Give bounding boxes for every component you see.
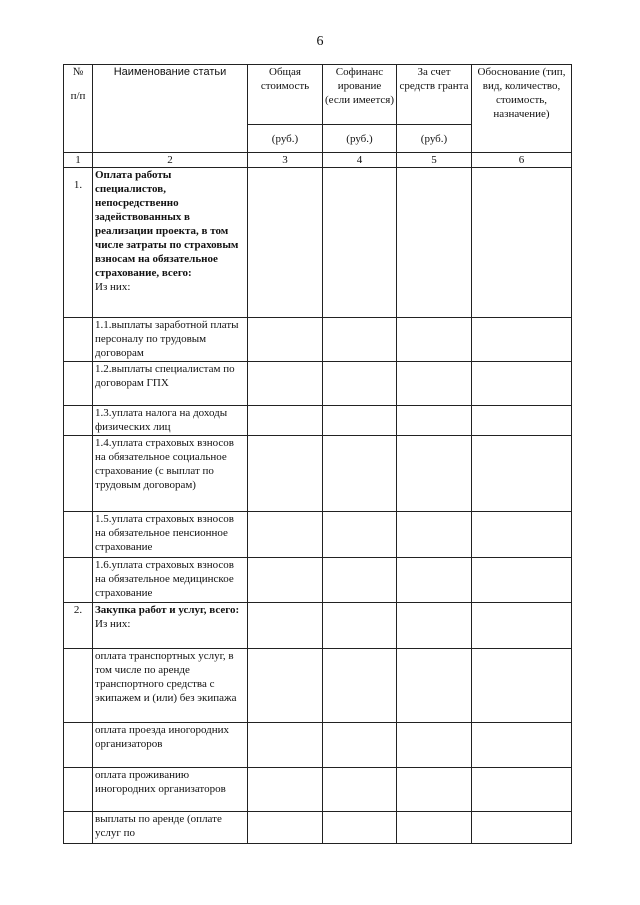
cofin-cell[interactable] bbox=[323, 318, 397, 362]
table-row bbox=[64, 649, 572, 723]
row-title: Оплата работы специалистов, непосредственно задействованных в реализации проекта, в том числе затраты по страховым взносам на обязательное страхование, всего: bbox=[95, 169, 239, 279]
column-number: 2 bbox=[93, 153, 248, 168]
header-basis-label: Обоснование (тип, вид, количество, стоимость, назначение) bbox=[477, 66, 566, 120]
grant-cell[interactable] bbox=[397, 406, 472, 436]
header-total-label: Общая стоимость bbox=[260, 66, 310, 92]
grant-cell[interactable] bbox=[397, 436, 472, 512]
header-num-symbol: № bbox=[72, 66, 84, 78]
header-row bbox=[64, 65, 572, 125]
header-num-cell bbox=[64, 65, 93, 153]
total-cell[interactable] bbox=[248, 406, 323, 436]
unit-total: (руб.) bbox=[248, 125, 323, 153]
header-num-label: п/п bbox=[70, 90, 86, 102]
cofin-cell[interactable] bbox=[323, 812, 397, 844]
row-number: 1. bbox=[64, 168, 93, 318]
header-basis-cell bbox=[472, 65, 572, 153]
basis-cell[interactable] bbox=[472, 406, 572, 436]
row-title: Закупка работ и услуг, всего: bbox=[95, 604, 240, 616]
grant-cell[interactable] bbox=[397, 723, 472, 768]
total-cell[interactable] bbox=[248, 512, 323, 558]
cofin-cell[interactable] bbox=[323, 768, 397, 812]
total-cell[interactable] bbox=[248, 812, 323, 844]
row-number bbox=[64, 406, 93, 436]
basis-cell[interactable] bbox=[472, 436, 572, 512]
unit-grant: (руб.) bbox=[397, 125, 472, 153]
basis-cell[interactable] bbox=[472, 558, 572, 603]
table-row bbox=[64, 406, 572, 436]
row-number bbox=[64, 812, 93, 844]
row-title: 1.6.уплата страховых взносов на обязательное медицинское страхование bbox=[93, 558, 248, 603]
total-cell[interactable] bbox=[248, 768, 323, 812]
total-cell[interactable] bbox=[248, 723, 323, 768]
grant-cell[interactable] bbox=[397, 558, 472, 603]
row-title: 1.4.уплата страховых взносов на обязательное социальное страхование (с выплат по трудовым договорам) bbox=[93, 436, 248, 512]
table-row bbox=[64, 168, 572, 318]
table-row bbox=[64, 362, 572, 406]
basis-cell[interactable] bbox=[472, 723, 572, 768]
table-row bbox=[64, 603, 572, 649]
cofin-cell[interactable] bbox=[323, 362, 397, 406]
cofin-cell[interactable] bbox=[323, 558, 397, 603]
table-row bbox=[64, 768, 572, 812]
table-row bbox=[64, 558, 572, 603]
header-cofin-label: Софинанс ирование (если имеется) bbox=[325, 66, 394, 106]
header-name-cell bbox=[93, 65, 248, 153]
basis-cell[interactable] bbox=[472, 168, 572, 318]
grant-cell[interactable] bbox=[397, 768, 472, 812]
total-cell[interactable] bbox=[248, 558, 323, 603]
row-title: оплата транспортных услуг, в том числе по аренде транспортного средства с экипажем и (или) без экипажа bbox=[93, 649, 248, 723]
row-title: выплаты по аренде (оплате услуг по bbox=[93, 812, 248, 844]
header-grant-cell bbox=[397, 65, 472, 125]
column-number: 5 bbox=[397, 153, 472, 168]
cofin-cell[interactable] bbox=[323, 723, 397, 768]
row-title: 1.3.уплата налога на доходы физических лиц bbox=[93, 406, 248, 436]
row-number bbox=[64, 318, 93, 362]
basis-cell[interactable] bbox=[472, 362, 572, 406]
grant-cell[interactable] bbox=[397, 168, 472, 318]
row-title: оплата проживанию иногородних организаторов bbox=[93, 768, 248, 812]
cofin-cell[interactable] bbox=[323, 406, 397, 436]
total-cell[interactable] bbox=[248, 362, 323, 406]
grant-cell[interactable] bbox=[397, 649, 472, 723]
row-number bbox=[64, 362, 93, 406]
row-title-cell bbox=[93, 168, 248, 318]
header-grant-label: За счет средств гранта bbox=[399, 66, 469, 92]
column-number: 6 bbox=[472, 153, 572, 168]
header-name-label: Наименование статьи bbox=[113, 66, 227, 78]
header-cofin-cell bbox=[323, 65, 397, 125]
cofin-cell[interactable] bbox=[323, 512, 397, 558]
row-subtitle: Из них: bbox=[95, 281, 131, 293]
table-row bbox=[64, 812, 572, 844]
grant-cell[interactable] bbox=[397, 512, 472, 558]
cofin-cell[interactable] bbox=[323, 649, 397, 723]
total-cell[interactable] bbox=[248, 436, 323, 512]
row-number bbox=[64, 649, 93, 723]
grant-cell[interactable] bbox=[397, 812, 472, 844]
table-row bbox=[64, 723, 572, 768]
table-row bbox=[64, 512, 572, 558]
row-number bbox=[64, 723, 93, 768]
basis-cell[interactable] bbox=[472, 812, 572, 844]
budget-table bbox=[63, 64, 572, 844]
row-number: 2. bbox=[64, 603, 93, 649]
row-title-cell bbox=[93, 603, 248, 649]
row-subtitle: Из них: bbox=[95, 618, 131, 630]
row-number bbox=[64, 768, 93, 812]
header-total-cell bbox=[248, 65, 323, 125]
total-cell[interactable] bbox=[248, 168, 323, 318]
column-number: 3 bbox=[248, 153, 323, 168]
grant-cell[interactable] bbox=[397, 603, 472, 649]
row-title: 1.1.выплаты заработной платы персоналу по трудовым договорам bbox=[93, 318, 248, 362]
cofin-cell[interactable] bbox=[323, 603, 397, 649]
total-cell[interactable] bbox=[248, 649, 323, 723]
row-number bbox=[64, 436, 93, 512]
basis-cell[interactable] bbox=[472, 603, 572, 649]
row-title: 1.5.уплата страховых взносов на обязательное пенсионное страхование bbox=[93, 512, 248, 558]
basis-cell[interactable] bbox=[472, 649, 572, 723]
basis-cell[interactable] bbox=[472, 768, 572, 812]
total-cell[interactable] bbox=[248, 318, 323, 362]
row-title: 1.2.выплаты специалистам по договорам ГПХ bbox=[93, 362, 248, 406]
column-numbers-row bbox=[64, 153, 572, 168]
cofin-cell[interactable] bbox=[323, 168, 397, 318]
table-row bbox=[64, 318, 572, 362]
table-row bbox=[64, 436, 572, 512]
grant-cell[interactable] bbox=[397, 362, 472, 406]
row-title: оплата проезда иногородних организаторов bbox=[93, 723, 248, 768]
cofin-cell[interactable] bbox=[323, 436, 397, 512]
column-number: 4 bbox=[323, 153, 397, 168]
row-number bbox=[64, 512, 93, 558]
unit-cofin: (руб.) bbox=[323, 125, 397, 153]
grant-cell[interactable] bbox=[397, 318, 472, 362]
basis-cell[interactable] bbox=[472, 512, 572, 558]
basis-cell[interactable] bbox=[472, 318, 572, 362]
page-number: 6 bbox=[316, 34, 324, 49]
column-number: 1 bbox=[64, 153, 93, 168]
row-number bbox=[64, 558, 93, 603]
total-cell[interactable] bbox=[248, 603, 323, 649]
